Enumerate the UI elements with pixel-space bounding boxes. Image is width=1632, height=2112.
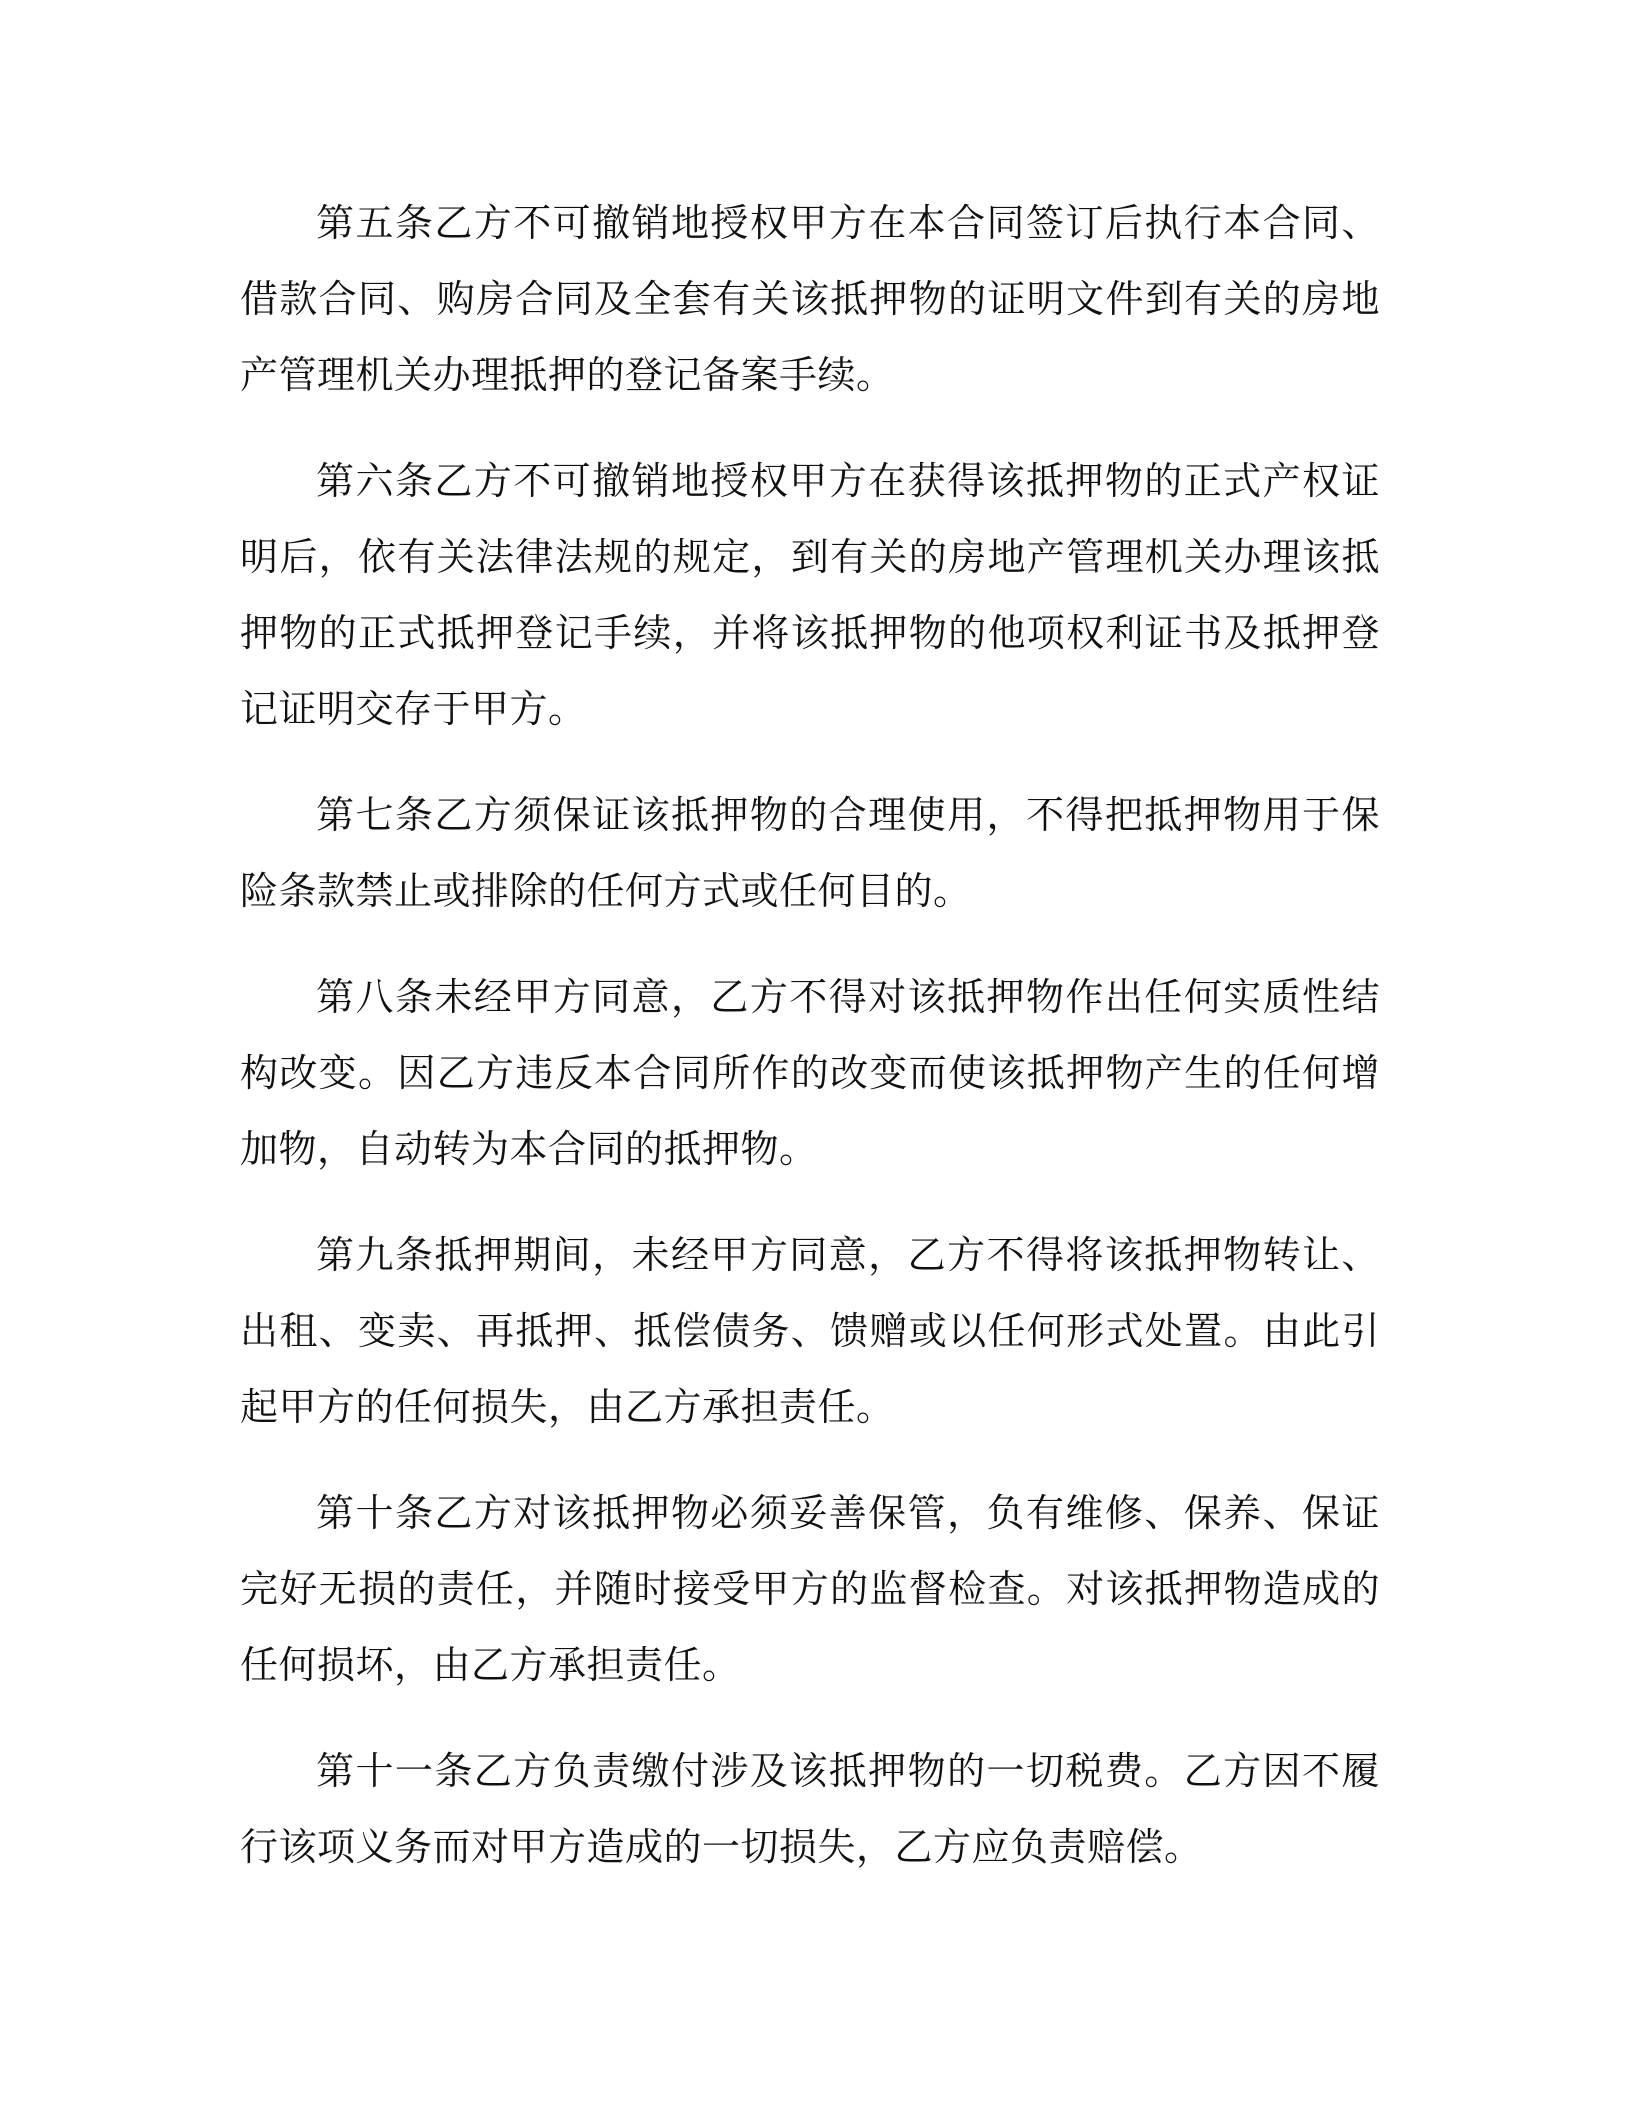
article-10-paragraph: 第十条乙方对该抵押物必须妥善保管，负有维修、保养、保证完好无损的责任，并随时接受甲方的监督检查。对该抵押物造成的任何损坏，由乙方承担责任。 [240,1491,1380,1687]
article-11-paragraph: 第十一条乙方负责缴付涉及该抵押物的一切税费。乙方因不履行该项义务而对甲方造成的一切损失，乙方应负责赔偿。 [240,1749,1380,1869]
article-7-paragraph: 第七条乙方须保证该抵押物的合理使用，不得把抵押物用于保险条款禁止或排除的任何方式或任何目的。 [240,793,1380,913]
article-9-paragraph: 第九条抵押期间，未经甲方同意，乙方不得将该抵押物转让、出租、变卖、再抵押、抵偿债务、馈赠或以任何形式处置。由此引起甲方的任何损失，由乙方承担责任。 [240,1233,1380,1429]
article-5-paragraph: 第五条乙方不可撤销地授权甲方在本合同签订后执行本合同、借款合同、购房合同及全套有关该抵押物的证明文件到有关的房地产管理机关办理抵押的登记备案手续。 [240,201,1380,397]
document-body [240,185,1380,1915]
article-8-paragraph: 第八条未经甲方同意，乙方不得对该抵押物作出任何实质性结构改变。因乙方违反本合同所作的改变而使该抵押物产生的任何增加物，自动转为本合同的抵押物。 [240,975,1380,1171]
article-6-paragraph: 第六条乙方不可撤销地授权甲方在获得该抵押物的正式产权证明后，依有关法律法规的规定，到有关的房地产管理机关办理该抵押物的正式抵押登记手续，并将该抵押物的他项权利证书及抵押登记证明交存于甲方。 [240,459,1380,731]
